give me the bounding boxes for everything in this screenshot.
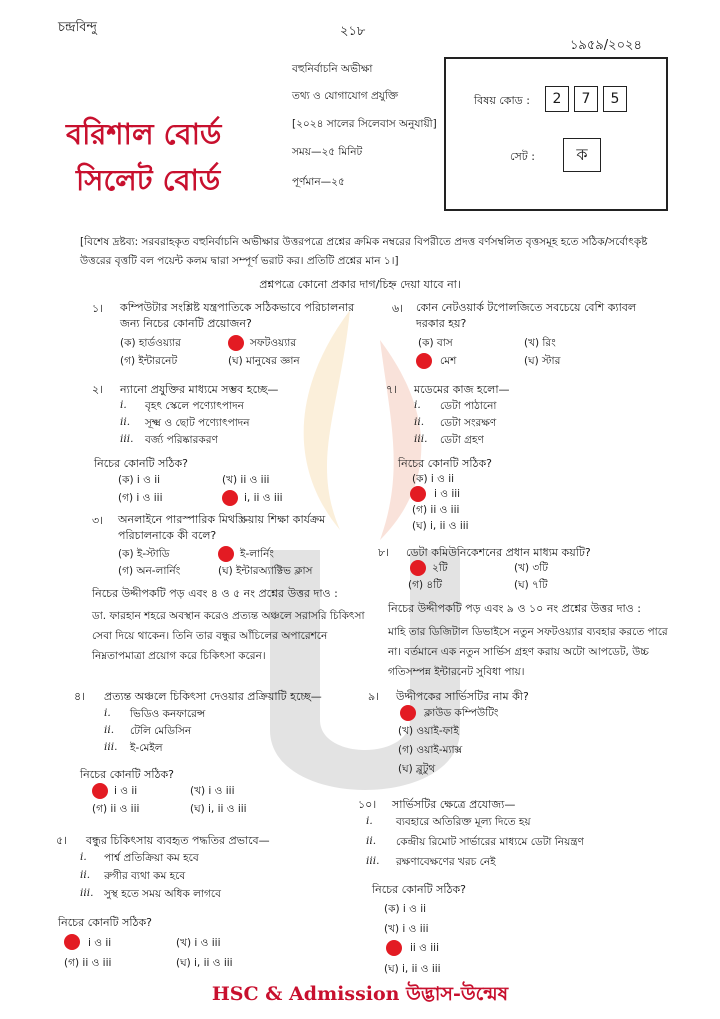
q6-option-a: (ক) বাস	[418, 337, 453, 349]
roman-label: iii.	[120, 433, 134, 445]
q8-option-a: ২টি	[432, 562, 448, 574]
q9-option-a: ক্লাউড কম্পিউটিং	[424, 707, 499, 719]
q1-option-c: (গ) ইন্টারনেট	[120, 355, 178, 367]
answer-mark	[64, 934, 80, 950]
q5-number: ৫।	[56, 834, 68, 847]
answer-mark	[218, 546, 234, 562]
q4-option-a: i ও ii	[114, 785, 138, 797]
answer-mark	[222, 490, 238, 506]
q5-option-c: (গ) ii ও iii	[64, 957, 112, 969]
q1-option-b: সফটওয়্যার	[250, 337, 297, 349]
q4-option-d: (ঘ) i, ii ও iii	[190, 803, 247, 815]
q10-statement-i: ব্যবহারে অতিরিক্ত মূল্য দিতে হয়	[396, 816, 531, 828]
q10-option-c: ii ও iii	[410, 942, 439, 954]
stem1-heading: নিচের উদ্দীপকটি পড় এবং ৪ ও ৫ নং প্রশ্নের উত্তর দাও :	[92, 587, 338, 600]
q10-statement-ii: কেন্দ্রীয় রিমোট সার্ভারের মাধ্যমে ডেটা নিয়ন্ত্রণ	[396, 836, 584, 848]
roman-label: ii.	[414, 416, 425, 428]
exam-syllabus: [২০২৪ সালের সিলেবাস অনুযায়ী]	[292, 118, 437, 130]
answer-mark	[410, 486, 426, 502]
q8-option-b: (খ) ৩টি	[514, 562, 548, 574]
stem2-passage: মাহি তার ডিজিটাল ডিভাইসে নতুন সফটওয়্যার ব্যবহার করতে পারে না। বর্তমানে এক নতুন সার্ভিস গ্রহণ করায় অটো আপডেট, উচ্চ গতিসম্পন্ন ইন্টারনেট সুবিধা পায়।	[388, 626, 668, 678]
q9-number: ৯।	[368, 690, 380, 703]
board-title-1: বরিশাল বোর্ড	[66, 117, 222, 151]
q4-text: প্রত্যন্ত অঞ্চলে চিকিৎসা দেওয়ার প্রক্রিয়াটি হচ্ছে—	[104, 690, 322, 703]
exam-type: বহুনির্বাচনি অভীক্ষা	[292, 63, 373, 75]
q4-statement-ii: টেলি মেডিসিন	[130, 725, 192, 737]
q8-number: ৮।	[378, 546, 390, 559]
set-value: ক	[563, 138, 601, 172]
board-title-2: সিলেট বোর্ড	[76, 163, 221, 197]
roman-label: iii.	[414, 433, 428, 445]
answer-mark	[410, 560, 426, 576]
q5-option-b: (খ) i ও iii	[176, 937, 221, 949]
roman-label: ii.	[104, 724, 115, 736]
q5-option-a: i ও ii	[88, 937, 112, 949]
q5-option-d: (ঘ) i, ii ও iii	[176, 957, 233, 969]
q2-text: ন্যানো প্রযুক্তির মাধ্যমে সম্ভব হচ্ছে—	[120, 383, 279, 396]
roman-label: ii.	[366, 835, 377, 847]
q8-text: ডেটা কমিউনিকেশনের প্রধান মাধ্যম কয়টি?	[406, 546, 591, 559]
q4-option-b: (খ) i ও iii	[190, 785, 235, 797]
roman-label: iii.	[80, 887, 94, 899]
header-left: চন্দ্রবিন্দু	[58, 20, 97, 35]
set-label: সেট :	[510, 150, 535, 163]
stem2-heading: নিচের উদ্দীপকটি পড় এবং ৯ ও ১০ নং প্রশ্নের উত্তর দাও :	[388, 602, 641, 615]
code-digit-2: 7	[574, 86, 598, 112]
q9-option-b: (খ) ওয়াই-ফাই	[398, 725, 459, 737]
subject-code-label: বিষয় কোড :	[474, 94, 530, 107]
code-digit-3: 5	[603, 86, 627, 112]
q1-number: ১।	[92, 302, 104, 315]
q9-option-d: (ঘ) ব্লুটুথ	[398, 763, 436, 775]
q1-option-d: (ঘ) মানুষের জ্ঞান	[228, 355, 300, 367]
q3-number: ৩।	[92, 514, 104, 527]
q10-option-b: (খ) i ও iii	[384, 923, 429, 935]
q5-statement-i: পার্শ্ব প্রতিক্রিয়া কম হবে	[104, 852, 199, 864]
q7-option-a: (ক) i ও ii	[412, 473, 455, 485]
q6-option-d: (ঘ) স্টার	[524, 355, 561, 367]
q6-option-b: (খ) রিং	[524, 337, 556, 349]
q2-statement-ii: সূক্ষ্ম ও ছোট পণ্যোৎপাদন	[145, 417, 250, 429]
q3-option-a: (ক) ই-স্টাডি	[118, 548, 170, 560]
q2-statement-iii: বর্জ্য পরিষ্কারকরণ	[145, 434, 218, 446]
answer-mark	[386, 940, 402, 956]
header-right: ১৯৫৯/২০২৪	[570, 38, 642, 53]
q1-option-a: (ক) হার্ডওয়্যার	[120, 337, 181, 349]
code-panel	[444, 57, 668, 211]
q9-text: উদ্দীপকের সার্ভিসটির নাম কী?	[396, 690, 529, 703]
q10-number: ১০।	[358, 798, 377, 811]
roman-label: i.	[366, 815, 373, 827]
q4-ask: নিচের কোনটি সঠিক?	[80, 768, 174, 781]
q9-option-c: (গ) ওয়াই-ম্যাক্স	[398, 744, 463, 756]
q7-number: ৭।	[386, 383, 398, 396]
q10-statement-iii: রক্ষণাবেক্ষণের খরচ নেই	[396, 856, 496, 868]
q5-statement-ii: রুগীর ব্যথা কম হবে	[104, 870, 186, 882]
special-notice: [বিশেষ দ্রষ্টব্য: সরবরাহকৃত বহুনির্বাচনি অভীক্ষার উত্তরপত্রে প্রশ্নের ক্রমিক নম্বরের বিপরীতে প্রদত্ত বর্ণসম্বলিত বৃত্তসমূহ হতে সঠিক/সর্বোৎকৃষ্ট উত্তরের বৃত্তটি বল পয়েন্ট কলম দ্বারা সম্পূর্ণ ভরাট কর। প্রতিটি প্রশ্নের মান ১।]	[80, 236, 648, 267]
q8-option-d: (ঘ) ৭টি	[514, 579, 548, 591]
q10-ask: নিচের কোনটি সঠিক?	[372, 883, 466, 896]
roman-label: iii.	[104, 741, 118, 753]
roman-label: i.	[80, 851, 87, 863]
roman-label: i.	[414, 399, 421, 411]
exam-subject: তথ্য ও যোগাযোগ প্রযুক্তি	[292, 90, 399, 102]
answer-mark	[416, 353, 432, 369]
roman-label: ii.	[80, 869, 91, 881]
q7-statement-iii: ডেটা গ্রহণ	[440, 434, 484, 446]
q2-ask: নিচের কোনটি সঠিক?	[94, 457, 188, 470]
q5-statement-iii: সুস্থ হতে সময় অধিক লাগবে	[104, 888, 221, 900]
q5-ask: নিচের কোনটি সঠিক?	[58, 916, 152, 929]
exam-marks: পূর্ণমান—২৫	[292, 176, 345, 188]
q7-option-d: (ঘ) i, ii ও iii	[412, 520, 469, 532]
q7-option-c: (গ) ii ও iii	[412, 504, 460, 516]
q7-option-b: i ও iii	[434, 488, 461, 500]
q2-option-a: (ক) i ও ii	[118, 474, 161, 486]
answer-mark	[228, 335, 244, 351]
code-digit-1: 2	[545, 86, 569, 112]
stem1-passage: ডা. ফারহান শহরে অবস্থান করেও প্রত্যন্ত অঞ্চলে সরাসরি চিকিৎসা সেবা দিয়ে থাকেন। তিনি তার বন্ধুর আঁচিলের অপারেশনে নিম্নতাপমাত্রা প্রয়োগ করে চিকিৎসা করেন।	[92, 610, 365, 662]
exam-time: সময়—২৫ মিনিট	[292, 146, 363, 158]
answer-mark	[400, 705, 416, 721]
prohibition-note: প্রশ্নপত্রে কোনো প্রকার দাগ/চিহ্ন দেয়া যাবে না।	[259, 278, 461, 291]
q6-number: ৬।	[392, 302, 404, 315]
roman-label: i.	[104, 707, 111, 719]
q7-statement-ii: ডেটা সংরক্ষণ	[440, 417, 497, 429]
q2-number: ২।	[92, 383, 104, 396]
q10-option-d: (ঘ) i, ii ও iii	[384, 963, 441, 975]
q8-option-c: (গ) ৪টি	[408, 579, 442, 591]
page-number: ২১৮	[340, 24, 366, 39]
answer-mark	[92, 783, 108, 799]
q6-option-c: মেশ	[440, 355, 457, 367]
roman-label: ii.	[120, 416, 131, 428]
q7-statement-i: ডেটা পাঠানো	[440, 400, 497, 412]
q2-statement-i: বৃহৎ স্কেলে পণ্যোৎপাদন	[145, 400, 244, 412]
q4-number: ৪।	[74, 690, 86, 703]
q4-statement-i: ভিডিও কনফারেন্স	[130, 708, 206, 720]
q3-text: অনলাইনে পারস্পারিক মিথস্ক্রিয়ায় শিক্ষা কার্যক্রম পরিচালনাকে কী বলে?	[118, 513, 326, 542]
q3-option-d: (ঘ) ইন্টারঅ্যাক্টিভ ক্লাস	[218, 565, 313, 577]
q2-option-b: (খ) ii ও iii	[222, 474, 270, 486]
q2-option-d: i, ii ও iii	[244, 492, 283, 504]
q5-text: বন্ধুর চিকিৎসায় ব্যবহৃত পদ্ধতির প্রভাবে—	[86, 834, 270, 847]
q6-text: কোন নেটওয়ার্ক টপোলজিতে সবচেয়ে বেশি ক্যাবল দরকার হয়?	[416, 301, 637, 330]
q10-option-a: (ক) i ও ii	[384, 903, 427, 915]
footer-brand: HSC & Admission উদ্ভাস-উন্মেষ	[211, 983, 509, 1005]
q4-statement-iii: ই-মেইল	[130, 742, 163, 754]
q2-option-c: (গ) i ও iii	[118, 492, 163, 504]
roman-label: iii.	[366, 855, 380, 867]
q3-option-c: (গ) অন-লার্নিং	[118, 565, 181, 577]
q10-text: সার্ভিসটির ক্ষেত্রে প্রযোজ্য—	[392, 798, 516, 811]
q7-text: মডেমের কাজ হলো—	[414, 383, 510, 396]
q7-ask: নিচের কোনটি সঠিক?	[398, 457, 492, 470]
roman-label: i.	[120, 399, 127, 411]
q1-text: কম্পিউটার সংশ্লিষ্ট যন্ত্রপাতিকে সঠিকভাবে পরিচালনার জন্য নিচের কোনটি প্রয়োজন?	[120, 301, 355, 330]
q3-option-b: ই-লার্নিং	[240, 548, 274, 560]
q4-option-c: (গ) ii ও iii	[92, 803, 140, 815]
